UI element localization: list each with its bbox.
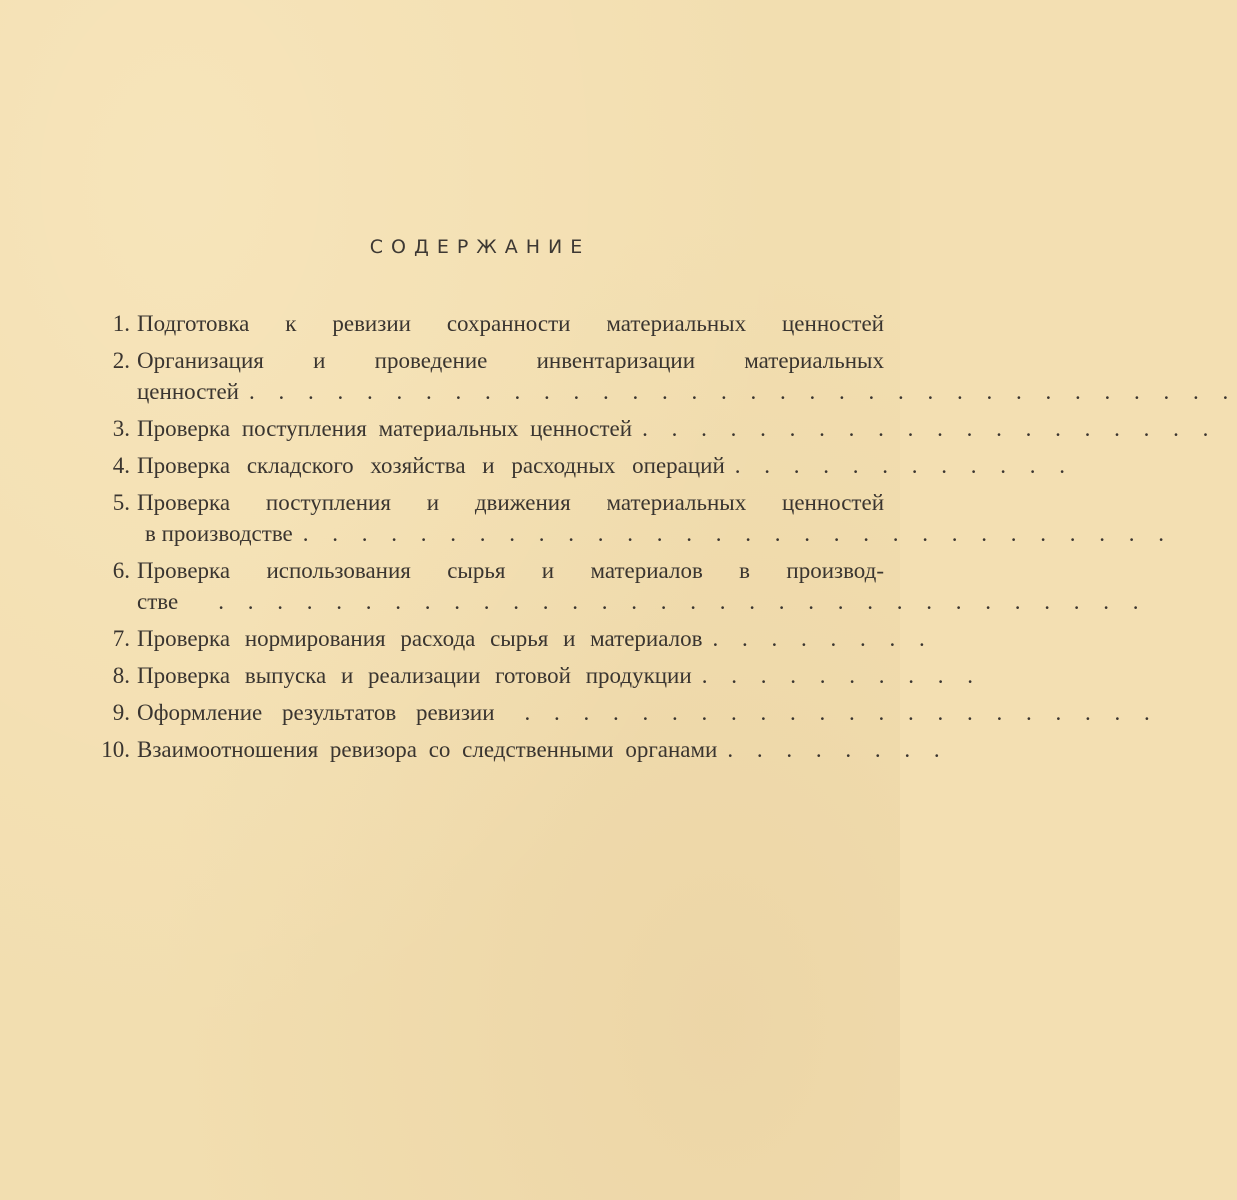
toc-entry-title: Оформление результатов ревизии (137, 700, 495, 725)
toc-entry-number: 6. (112, 558, 130, 583)
contents-heading: СОДЕРЖАНИЕ (369, 236, 591, 258)
toc-entry-number: 7. (112, 626, 130, 651)
toc-entry-title: Проверка нормирования расхода сырья и материалов (137, 626, 703, 651)
leader-dots: . . . . . . . . . . . . (734, 453, 1075, 478)
toc-entry (88, 555, 1148, 617)
leader-dots: . . . . . . . . . . . . . . . . . . . . . . . . . . . . . . . . . . (248, 379, 1237, 404)
leader-dots: . . . . . . . . . . (701, 663, 982, 688)
toc-entry-number: 10. (101, 737, 130, 762)
leader-dots: . . . . . . . . . . . . . . . . . . . . (642, 416, 1218, 441)
toc-entry-title: Проверка выпуска и реализации готовой продукции (137, 663, 692, 688)
toc-entry (88, 308, 884, 339)
toc-entry (88, 734, 949, 765)
toc-entry-title: Проверка поступления и движения материальных ценностей (137, 490, 884, 515)
toc-entry (88, 487, 1173, 549)
toc-entry-number: 8. (112, 663, 130, 688)
toc-entry-number: 2. (112, 348, 130, 373)
toc-entry-number: 5. (112, 490, 130, 515)
toc-entry-number: 3. (112, 416, 130, 441)
toc-entry-title: Подготовка к ревизии сохранности материальных ценностей (137, 311, 884, 336)
toc-entry-number: 9. (112, 700, 130, 725)
toc-entry (88, 660, 982, 691)
toc-entry-title: Проверка складского хозяйства и расходных операций (137, 453, 725, 478)
leader-dots: . . . . . . . . (712, 626, 934, 651)
toc-entry-title-continuation: в производстве (145, 521, 293, 546)
leader-dots: . . . . . . . . . . . . . . . . . . . . . . . . . . . . . . . . (218, 589, 1148, 614)
leader-dots: . . . . . . . . (727, 737, 949, 762)
toc-entry-title-continuation: ценностей (137, 379, 239, 404)
toc-entry-title: Организация и проведение инвентаризации материальных (137, 348, 884, 373)
toc-entry-number: 1. (112, 311, 130, 336)
toc-entry-number: 4. (112, 453, 130, 478)
toc-entry (88, 623, 934, 654)
toc-entry-title: Взаимоотношения ревизора со следственными органами (137, 737, 718, 762)
toc-entry-title: Проверка поступления материальных ценностей (137, 416, 633, 441)
toc-entry (88, 413, 1218, 444)
toc-entry (88, 450, 1075, 481)
toc-entry (88, 697, 1159, 728)
toc-entry-title: Проверка использования сырья и материалов в производ- (137, 558, 884, 583)
toc-entry-title-continuation: стве (137, 589, 179, 614)
leader-dots: . . . . . . . . . . . . . . . . . . . . . . . . . . . . . . (302, 521, 1173, 546)
table-of-contents (88, 308, 1237, 771)
toc-entry (88, 345, 1237, 407)
leader-dots: . . . . . . . . . . . . . . . . . . . . . . (524, 700, 1159, 725)
